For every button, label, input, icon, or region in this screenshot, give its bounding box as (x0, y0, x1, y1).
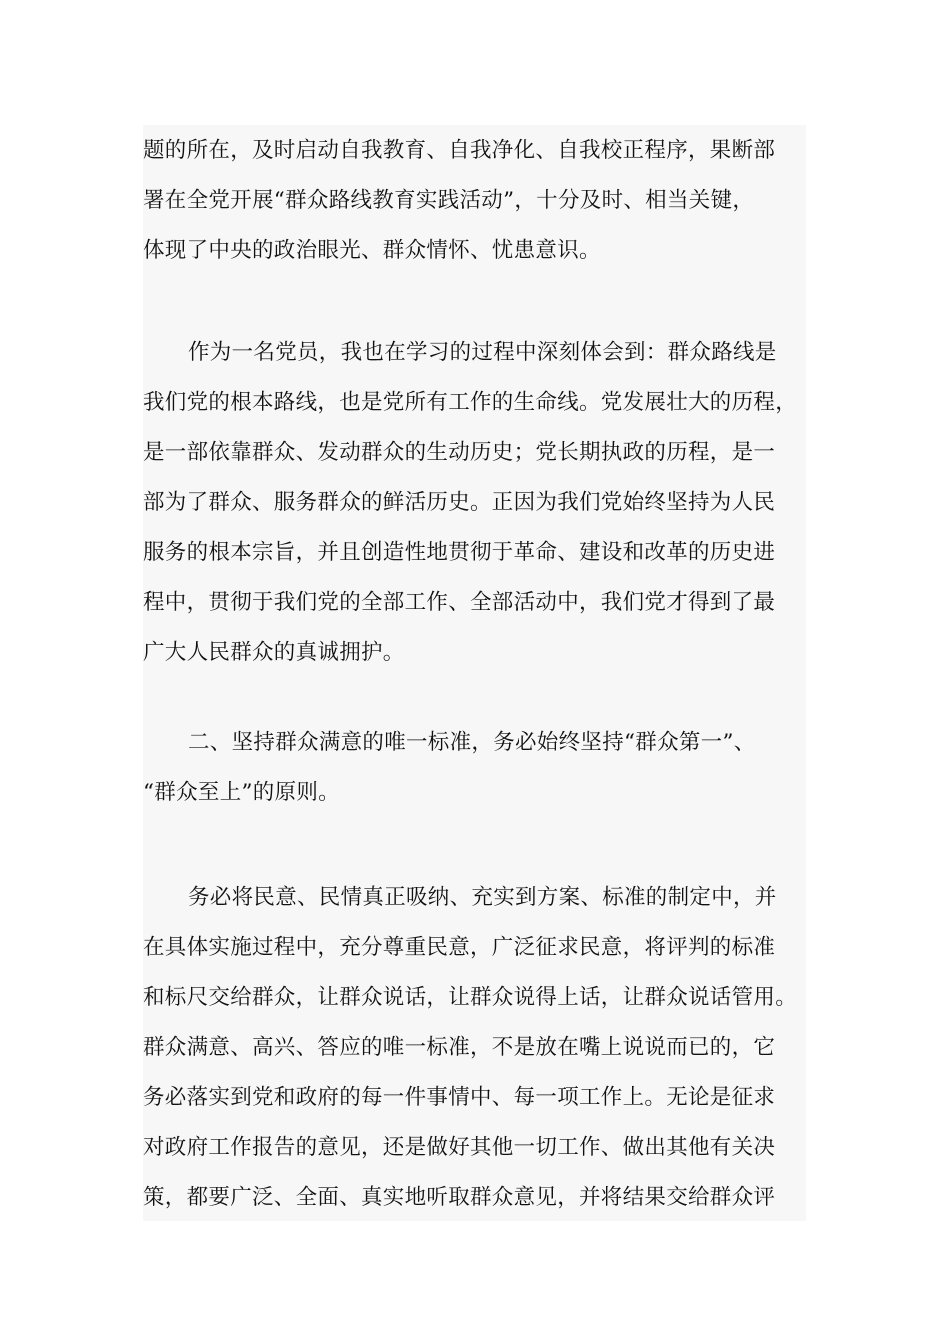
section-heading-2 (143, 693, 806, 863)
text-line: 题的所在，及时启动自我教育、自我净化、自我校正程序，果断部 (143, 138, 776, 163)
text-line: 署在全党开展“群众路线教育实践活动”，十分及时、相当关键， (143, 188, 755, 213)
text-line: 我们党的根本路线，也是党所有工作的生命线。党发展壮大的历程， (143, 390, 798, 415)
text-line: 对政府工作报告的意见，还是做好其他一切工作、做出其他有关决 (143, 1135, 776, 1160)
text-line: 是一部依靠群众、发动群众的生动历史；党长期执政的历程，是一 (143, 440, 776, 465)
text-line: 务必将民意、民情真正吸纳、充实到方案、标准的制定中，并 (188, 885, 777, 910)
text-line: 广大人民群众的真诚拥护。 (143, 640, 405, 665)
text-line: 群众满意、高兴、答应的唯一标准，不是放在嘴上说说而已的，它 (143, 1035, 776, 1060)
paragraph-public-opinion (143, 863, 806, 1221)
paragraph-party-member-reflection (143, 273, 806, 693)
text-line: 策，都要广泛、全面、真实地听取群众意见，并将结果交给群众评 (143, 1185, 776, 1210)
paragraph-continuation (143, 125, 806, 273)
text-line: 和标尺交给群众，让群众说话，让群众说得上话，让群众说话管用。 (143, 985, 798, 1010)
text-line: 部为了群众、服务群众的鲜活历史。正因为我们党始终坚持为人民 (143, 490, 776, 515)
text-line: 程中，贯彻于我们党的全部工作、全部活动中，我们党才得到了最 (143, 590, 776, 615)
heading-line: 二、坚持群众满意的唯一标准，务必始终坚持“群众第一”、 (188, 730, 756, 755)
text-line: 务必落实到党和政府的每一件事情中、每一项工作上。无论是征求 (143, 1085, 776, 1110)
text-line: 在具体实施过程中，充分尊重民意，广泛征求民意，将评判的标准 (143, 935, 776, 960)
text-line: 服务的根本宗旨，并且创造性地贯彻于革命、建设和改革的历史进 (143, 540, 776, 565)
text-line: 作为一名党员，我也在学习的过程中深刻体会到：群众路线是 (188, 340, 777, 365)
text-line: 体现了中央的政治眼光、群众情怀、忧患意识。 (143, 238, 601, 263)
heading-line: “群众至上”的原则。 (143, 780, 340, 805)
